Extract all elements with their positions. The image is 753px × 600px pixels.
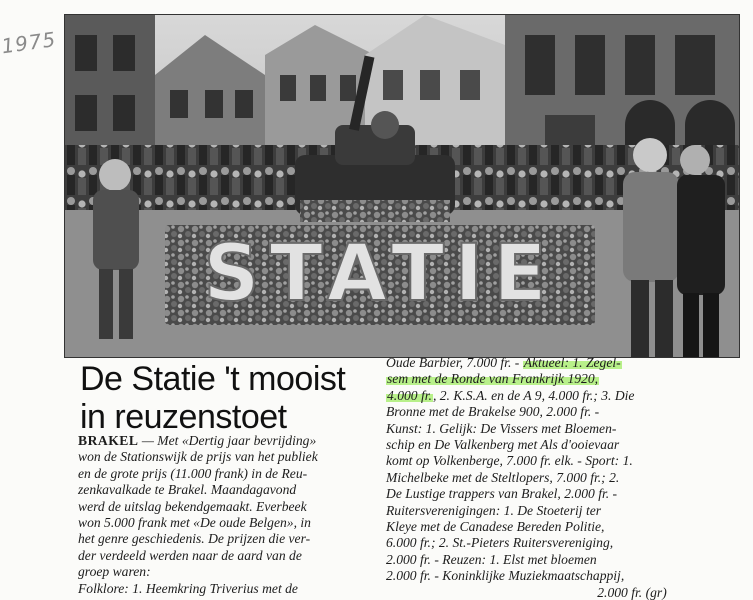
article-line: Ruitersverenigingen: 1. De Stoeterij ter [386, 502, 602, 518]
highlighted-text: sem met de Ronde van Frankrijk 1920, [387, 371, 599, 387]
float-letters: STATIE [203, 229, 557, 319]
article-line: werd de uitslag bekendgemaakt. Everbeek [78, 498, 307, 514]
highlighted-text: 4.000 fr. [387, 387, 432, 403]
article-line: zenkavalkade te Brakel. Maandagavond [78, 482, 297, 498]
article-line: BRAKEL — Met «Dertig jaar bevrijding» [78, 433, 317, 448]
handwritten-year: 1975 [0, 26, 58, 59]
article-line: 4.000 fr., 2. K.S.A. en de A 9, 4.000 fr.; 3. Die [387, 387, 635, 403]
article-line: komt op Volkenberge, 7.000 fr. elk. - Sport: 1. [386, 453, 633, 469]
headline-line-1: De Statie 't mooist [80, 360, 346, 398]
article-line: Oude Barbier, 7.000 fr. - Aktueel: 1. Zegel- [386, 355, 621, 370]
article-line: het genre geschiedenis. De prijzen die ver- [78, 531, 311, 547]
article-line: Bronne met de Brakelse 900, 2.000 fr. - [386, 404, 600, 420]
article-line: won 5.000 frank met «De oude Belgen», in [78, 515, 311, 531]
article-line: won de Stationswijk de prijs van het publiek [78, 449, 318, 465]
dateline: BRAKEL [78, 433, 139, 448]
article-line: der verdeeld werden naar de aard van de [78, 547, 302, 563]
article-line: en de grote prijs (11.000 frank) in de Reu- [78, 465, 308, 481]
article-line: groep waren: [78, 564, 151, 580]
highlighted-text: Aktueel: 1. Zegel- [523, 355, 621, 370]
parade-photo-drawing [65, 15, 740, 358]
article-line: Michelbeke met de Steltlopers, 7.000 fr.; 2. [386, 469, 620, 485]
article-line: Kleye met de Canadese Bereden Politie, [386, 519, 605, 535]
article-column-right [386, 355, 738, 600]
article-line: Kunst: 1. Gelijk: De Vissers met Bloemen- [386, 420, 617, 436]
parade-photo [64, 14, 740, 358]
article-line: schip en De Valkenberg met Als d'ooievaar [386, 437, 620, 453]
article-column-left [78, 433, 390, 597]
article-line [386, 371, 738, 387]
article-line: De Lustige trappers van Brakel, 2.000 fr. - [386, 486, 618, 502]
article-line: 6.000 fr.; 2. St.-Pieters Ruitersvereniging, [386, 535, 614, 551]
article-line: Folklore: 1. Heemkring Triverius met de [78, 580, 298, 596]
signoff: 2.000 fr. (gr) [597, 584, 667, 600]
headline [80, 360, 380, 436]
headline-line-2: in reuzenstoet [80, 398, 287, 436]
article-line: 2.000 fr. - Reuzen: 1. Elst met bloemen [386, 551, 597, 567]
article-line: 2.000 fr. - Koninklijke Muziekmaatschappij, [386, 568, 625, 584]
